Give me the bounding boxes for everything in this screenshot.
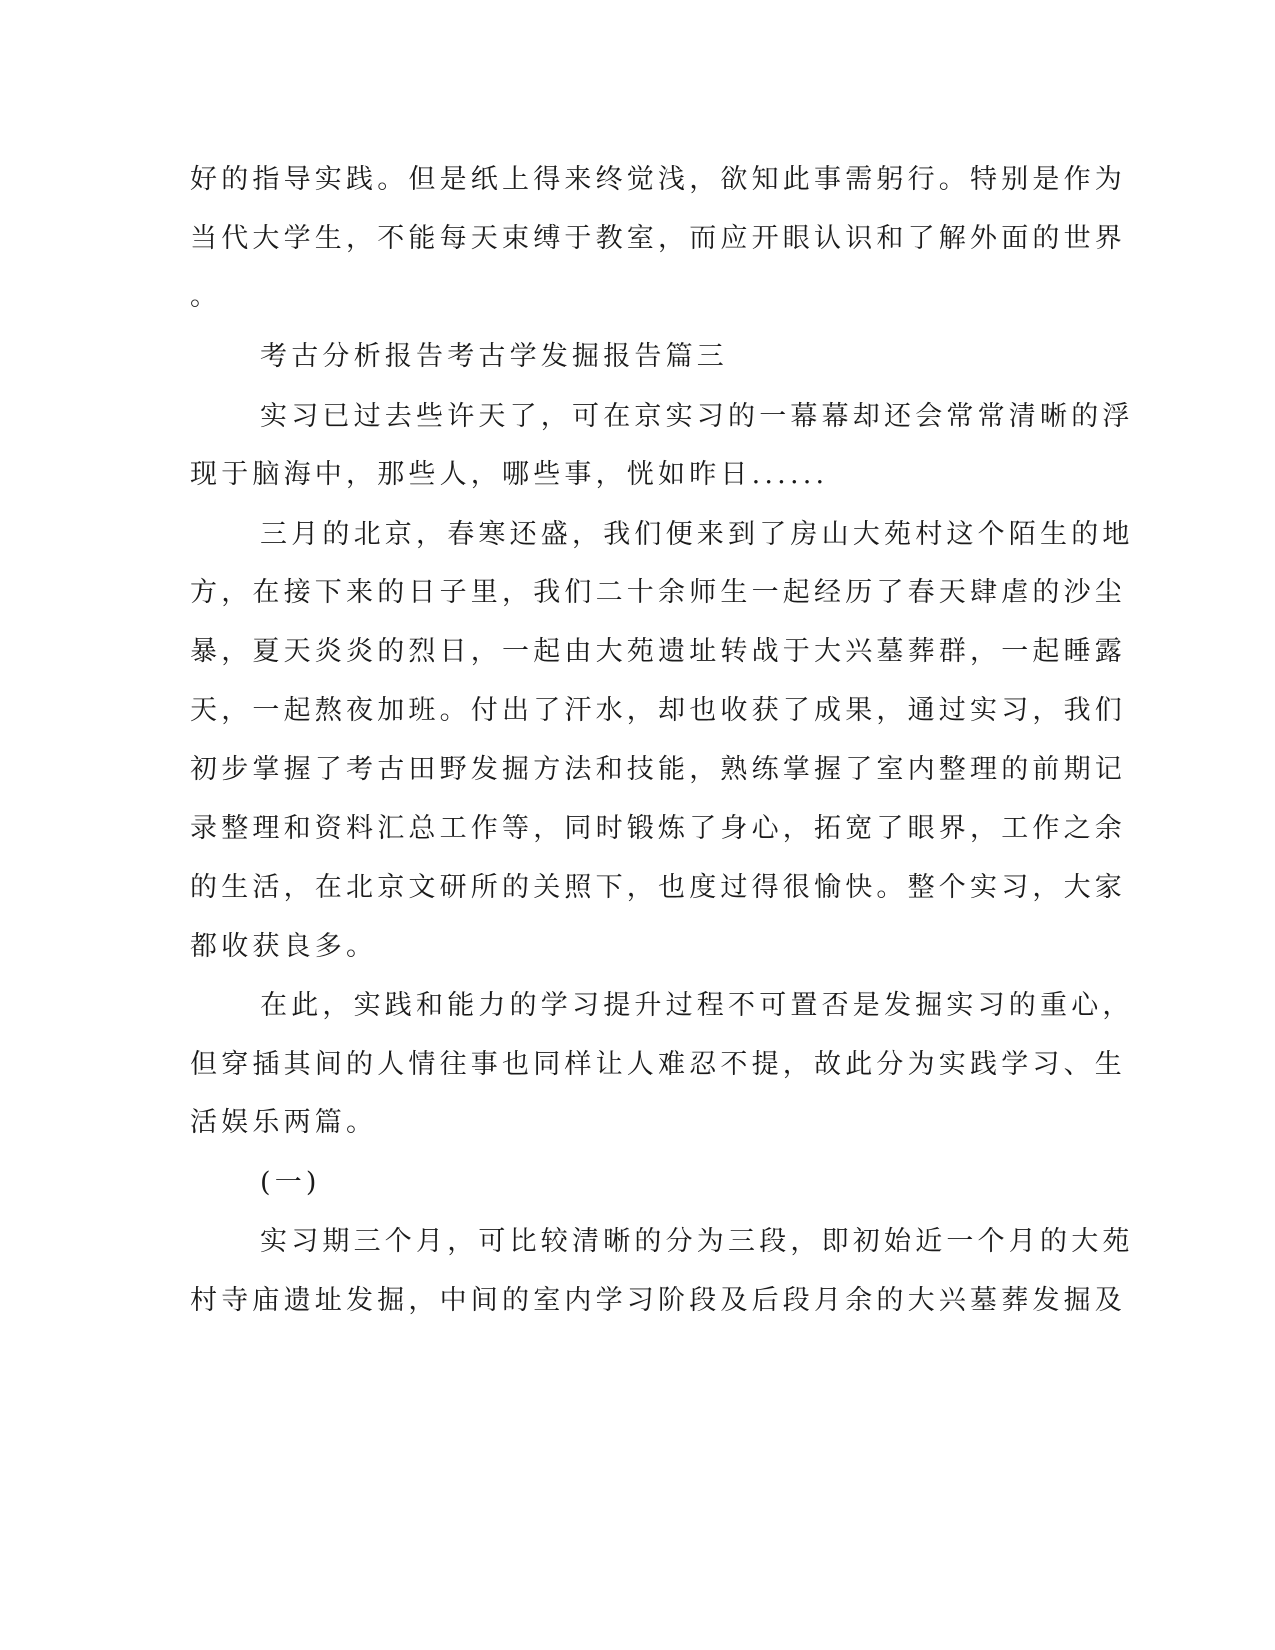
text-line: 实习已过去些许天了，可在京实习的一幕幕却还会常常清晰的浮 [260, 401, 1134, 432]
text-line: 但穿插其间的人情往事也同样让人难忍不提，故此分为实践学习、生 [190, 1049, 1126, 1080]
text-line: 天，一起熬夜加班。付出了汗水，却也收获了成果，通过实习，我们 [190, 695, 1126, 726]
section-marker: (一) [260, 1167, 321, 1198]
text-line: 录整理和资料汇总工作等，同时锻炼了身心，拓宽了眼界，工作之余 [190, 813, 1126, 844]
text-line: 实习期三个月，可比较清晰的分为三段，即初始近一个月的大苑 [260, 1226, 1134, 1257]
text-line: 现于脑海中，那些人，哪些事，恍如昨日...... [190, 459, 829, 490]
text-line: 暴，夏天炎炎的烈日，一起由大苑遗址转战于大兴墓葬群，一起睡露 [190, 636, 1126, 667]
text-line: 。 [190, 281, 222, 312]
text-line: 当代大学生，不能每天束缚于教室，而应开眼认识和了解外面的世界 [190, 223, 1126, 254]
text-line: 的生活，在北京文研所的关照下，也度过得很愉快。整个实习，大家 [190, 872, 1126, 903]
text-line: 村寺庙遗址发掘，中间的室内学习阶段及后段月余的大兴墓葬发掘及 [190, 1285, 1126, 1316]
text-line: 都收获良多。 [190, 931, 378, 962]
section-heading: 考古分析报告考古学发掘报告篇三 [260, 341, 728, 372]
text-line: 方，在接下来的日子里，我们二十余师生一起经历了春天肆虐的沙尘 [190, 577, 1126, 608]
text-line: 活娱乐两篇。 [190, 1107, 378, 1138]
text-line: 好的指导实践。但是纸上得来终觉浅，欲知此事需躬行。特别是作为 [190, 164, 1126, 195]
text-line: 在此，实践和能力的学习提升过程不可置否是发掘实习的重心， [260, 990, 1134, 1021]
text-line: 三月的北京，春寒还盛，我们便来到了房山大苑村这个陌生的地 [260, 519, 1134, 550]
text-line: 初步掌握了考古田野发掘方法和技能，熟练掌握了室内整理的前期记 [190, 754, 1126, 785]
